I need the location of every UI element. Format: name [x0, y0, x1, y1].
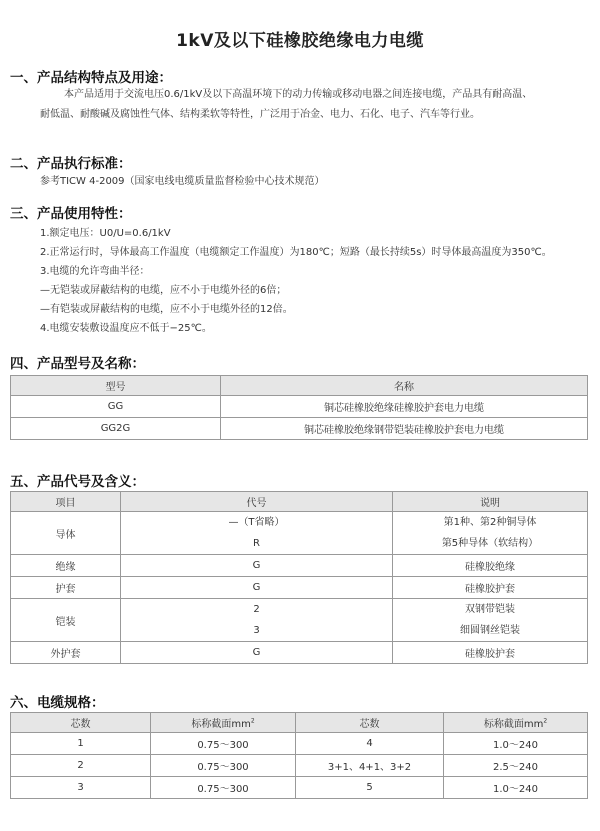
cores-cell: 3	[11, 777, 151, 799]
desc-value: 第5种导体（软结构）	[441, 538, 539, 549]
table-header-row	[11, 713, 588, 733]
page-title: 1kV及以下硅橡胶绝缘电力电缆	[176, 31, 424, 51]
superscript: 2	[543, 717, 548, 725]
section-cell: 2.5～240	[444, 755, 588, 777]
desc-value: 硅橡胶护套	[393, 642, 588, 664]
section-heading-structure: 一、产品结构特点及用途：	[10, 70, 172, 86]
item-cell: 外护套	[11, 642, 121, 664]
table-row	[11, 733, 588, 755]
table-row	[11, 777, 588, 799]
table-row	[11, 642, 588, 664]
column-header: 芯数	[11, 713, 151, 733]
table-row	[11, 512, 588, 555]
desc-value: 双钢带铠装	[465, 604, 515, 615]
code-cell	[121, 512, 393, 555]
specs-table	[10, 712, 588, 799]
code-value: —（T省略）	[228, 517, 285, 528]
section-heading-characteristics: 三、产品使用特性：	[10, 206, 132, 222]
characteristic-line: 2.正常运行时，导体最高工作温度（电缆额定工作温度）为180℃；短路（最长持续5s）时导体最高温度为350℃。	[40, 247, 552, 258]
superscript: 2	[250, 717, 255, 725]
cores-cell: 5	[296, 777, 444, 799]
structure-text-line-1: 本产品适用于交流电压0.6/1kV及以下高温环境下的动力传输或移动电器之间连接电缆，产品具有耐高温、	[64, 89, 533, 100]
characteristic-line: —有铠装或屏蔽结构的电缆，应不小于电缆外径的12倍。	[40, 304, 293, 315]
section-heading-models: 四、产品型号及名称：	[10, 356, 145, 372]
table-row	[11, 577, 588, 599]
section-heading-codes: 五、产品代号及含义：	[10, 474, 145, 490]
desc-value: 硅橡胶绝缘	[393, 555, 588, 577]
table-row	[11, 418, 588, 440]
desc-cell	[393, 599, 588, 642]
table-header-row	[11, 376, 588, 396]
column-header: 名称	[221, 376, 588, 396]
characteristic-line: 3.电缆的允许弯曲半径：	[40, 266, 150, 277]
desc-value: 第1种、第2种铜导体	[443, 517, 537, 528]
section-cell: 1.0～240	[444, 777, 588, 799]
column-header: 代号	[121, 492, 393, 512]
characteristic-line: 1.额定电压：U0/U=0.6/1kV	[40, 228, 171, 239]
code-value: R	[253, 538, 260, 549]
standard-text: 参考TICW 4-2009（国家电线电缆质量监督检验中心技术规范）	[40, 176, 325, 187]
column-header: 芯数	[296, 713, 444, 733]
cores-cell: 1	[11, 733, 151, 755]
codes-table	[10, 491, 588, 664]
desc-value: 硅橡胶护套	[393, 577, 588, 599]
models-table	[10, 375, 588, 440]
section-cell: 0.75～300	[151, 777, 296, 799]
section-cell: 0.75～300	[151, 733, 296, 755]
structure-text-line-2: 耐低温、耐酸碱及腐蚀性气体、结构柔软等特性，广泛用于冶金、电力、石化、电子、汽车等行业。	[40, 109, 480, 120]
item-cell: 护套	[11, 577, 121, 599]
section-cell: 0.75～300	[151, 755, 296, 777]
item-cell: 绝缘	[11, 555, 121, 577]
desc-cell	[393, 512, 588, 555]
column-header: 说明	[393, 492, 588, 512]
model-name: 铜芯硅橡胶绝缘钢带铠装硅橡胶护套电力电缆	[221, 418, 588, 440]
table-row	[11, 555, 588, 577]
code-value: 2	[253, 604, 260, 615]
cores-cell: 3+1、4+1、3+2	[296, 755, 444, 777]
code-value: G	[121, 577, 393, 599]
table-row	[11, 396, 588, 418]
column-header: 标称截面$mm^2$	[444, 713, 588, 733]
column-header: 项目	[11, 492, 121, 512]
section-heading-specs: 六、电缆规格：	[10, 695, 105, 711]
code-value: 3	[253, 625, 260, 636]
cores-cell: 4	[296, 733, 444, 755]
characteristic-line: —无铠装或屏蔽结构的电缆，应不小于电缆外径的6倍；	[40, 285, 287, 296]
model-code: GG2G	[11, 418, 221, 440]
model-name: 铜芯硅橡胶绝缘硅橡胶护套电力电缆	[221, 396, 588, 418]
code-cell	[121, 599, 393, 642]
section-cell: 1.0～240	[444, 733, 588, 755]
table-row	[11, 755, 588, 777]
item-cell: 导体	[11, 512, 121, 555]
column-header: 标称截面$mm^2$	[151, 713, 296, 733]
item-cell: 铠装	[11, 599, 121, 642]
characteristic-line: 4.电缆安装敷设温度应不低于−25℃。	[40, 323, 212, 334]
table-row	[11, 599, 588, 642]
code-value: G	[121, 555, 393, 577]
desc-value: 细圆钢丝铠装	[460, 625, 520, 636]
code-value: G	[121, 642, 393, 664]
table-header-row	[11, 492, 588, 512]
section-heading-standard: 二、产品执行标准：	[10, 156, 132, 172]
cores-cell: 2	[11, 755, 151, 777]
model-code: GG	[11, 396, 221, 418]
column-header: 型号	[11, 376, 221, 396]
